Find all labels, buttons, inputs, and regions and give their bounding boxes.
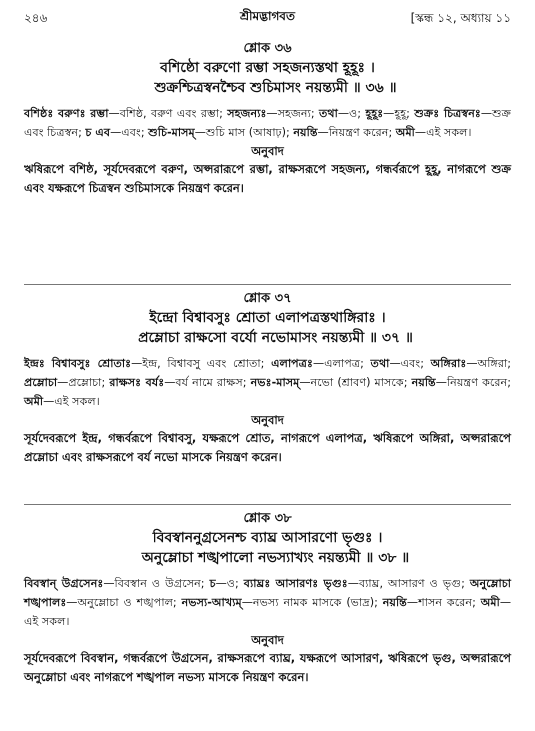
verse-37 <box>24 290 511 467</box>
anuvad-heading: অনুবাদ <box>251 633 284 647</box>
verse-line-1: বশিষ্ঠো বরুণো রম্ভা সহজন্যস্তথা হূহূঃ । <box>160 60 375 76</box>
verse-synonyms: বিবস্বান্ উগ্রসেনঃ—বিবস্বান ও উগ্রসেন; চ—ও; ব্যাঘ্রঃ আসারণঃ ভৃগুঃ—ব্যাঘ্র, আসারণ ও ভৃগু; অনুম্লোচা শঙ্খপালঃ—অনুম্লোচা ও শঙ্খপাল; নভস্য-আখ্যম্—নভস্য নামক মাসকে (ভাদ্র); নয়ন্তি—শাসন করেন; অমী—এই সকল। <box>24 577 512 628</box>
verse-line-2: প্রম্লোচা রাক্ষসো বর্যো নভোমাসং নয়ন্ত্যমী ॥ ৩৭ ॥ <box>138 330 413 346</box>
verse-line-1: ইন্দ্রো বিশ্বাবসুঃ শ্রোতা এলাপত্রস্তথাঙ্গিরাঃ । <box>149 310 386 326</box>
verse-title: শ্লোক ৩৮ <box>243 511 292 526</box>
anuvad-heading: অনুবাদ <box>251 144 284 158</box>
verse-title: শ্লোক ৩৬ <box>243 41 292 56</box>
verse-synonyms: বশিষ্ঠঃ বরুণঃ রম্ভা—বশিষ্ঠ, বরুণ এবং রম্ভা; সহজন্যঃ—সহজন্য; তথা—ও; হূহূঃ—হূহূ; শুক্রঃ চিত্রস্বনঃ—শুক্র এবং চিত্রস্বন; চ এব—এবং; শুচি-মাসম্—শুচি মাস (আষাঢ়); নয়ন্তি—নিয়ন্ত্রণ করেন; অমী—এই সকল। <box>24 107 512 139</box>
verse-line-2: শুক্রশ্চিত্রস্বনশ্চৈব শুচিমাসং নয়ন্ত্যমী ॥ ৩৬ ॥ <box>154 80 397 96</box>
anuvad-heading: অনুবাদ <box>251 413 284 427</box>
verse-36 <box>24 40 511 198</box>
book-title: শ্রীমদ্ভাগবত <box>239 9 295 23</box>
divider <box>24 284 511 285</box>
verse-translation: সূর্যদেবরূপে বিবস্বান, গন্ধর্বরূপে উগ্রসেন, রাক্ষসরূপে ব্যাঘ্র, যক্ষরূপে আসারণ, ঋষিরূপে ভৃগু, অপ্সরারূপে অনুম্লোচা এবং নাগরূপে শঙ্খপাল নভস্য মাসকে নিয়ন্ত্রণ করেন। <box>24 651 511 684</box>
verse-line-2: অনুম্লোচা শঙ্খপালো নভস্যাখ্যং নয়ন্ত্যমী ॥ ৩৮ ॥ <box>141 550 410 566</box>
verse-synonyms: ইন্দ্রঃ বিশ্বাবসুঃ শ্রোতাঃ—ইন্দ্র, বিশ্বাবসু এবং শ্রোতা; এলাপত্রঃ—এলাপত্র; তথা—এবং; অঙ্গিরাঃ—অঙ্গিরা; প্রম্লোচা—প্রম্লোচা; রাক্ষসঃ বর্যঃ—বর্য নামে রাক্ষস; নভঃ-মাসম্—নভো (শ্রাবণ) মাসকে; নয়ন্তি—নিয়ন্ত্রণ করেন; অমী—এই সকল। <box>24 357 512 408</box>
chapter-reference: [স্কন্ধ ১২, অধ্যায় ১১ <box>410 11 511 25</box>
page-number: ২৪৬ <box>24 11 48 25</box>
page-header <box>24 4 511 26</box>
verse-line-1: বিবস্বাননুগ্রসেনশ্চ ব্যাঘ্র আসারণো ভৃগুঃ । <box>152 530 383 546</box>
verse-title: শ্লোক ৩৭ <box>243 291 292 306</box>
verse-translation: ঋষিরূপে বশিষ্ঠ, সূর্যদেবরূপে বরুণ, অপ্সরারূপে রম্ভা, রাক্ষসরূপে সহজন্য, গন্ধর্বরূপে হূহূ, নাগরূপে শুক্র এবং যক্ষরূপে চিত্রস্বন শুচিমাসকে নিয়ন্ত্রণ করেন। <box>24 162 511 195</box>
verse-translation: সূর্যদেবরূপে ইন্দ্র, গন্ধর্বরূপে বিশ্বাবসু, যক্ষরূপে শ্রোত, নাগরূপে এলাপত্র, ঋষিরূপে অঙ্গিরা, অপ্সরারূপে প্রম্লোচা এবং রাক্ষসরূপে বর্য নভো মাসকে নিয়ন্ত্রণ করেন। <box>24 431 511 464</box>
divider <box>24 504 511 505</box>
verse-38 <box>24 510 511 687</box>
